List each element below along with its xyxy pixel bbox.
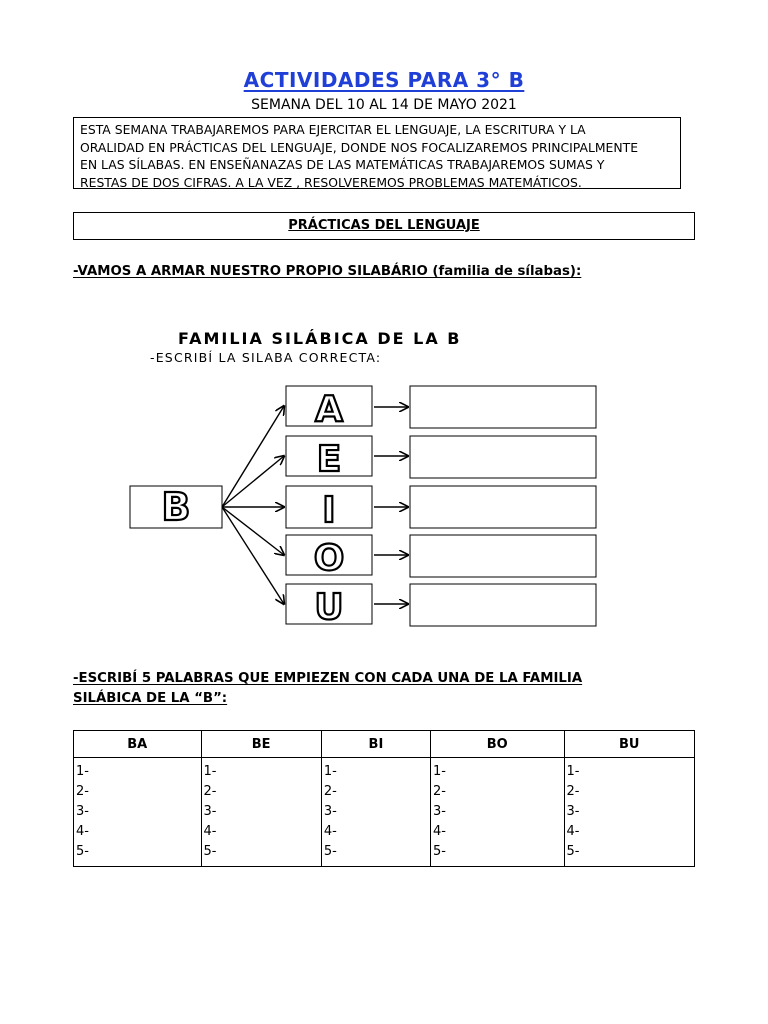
column-header-ba: BA xyxy=(74,731,202,758)
line-number: 4- xyxy=(323,824,337,839)
line-number: 4- xyxy=(566,824,580,839)
words-table xyxy=(73,730,695,867)
line-number: 1- xyxy=(323,764,337,779)
table-header-row xyxy=(74,731,695,758)
word-cell-bo[interactable] xyxy=(431,758,565,867)
vowel-letter-e: E xyxy=(316,439,342,480)
line-number: 1- xyxy=(76,764,89,779)
column-header-be: BE xyxy=(201,731,321,758)
line-number: 3- xyxy=(76,804,89,819)
column-header-bu: BU xyxy=(564,731,695,758)
word-cell-bu[interactable] xyxy=(564,758,695,867)
line-number: 3- xyxy=(566,804,580,819)
line-number: 5- xyxy=(203,844,217,859)
vowel-letter-u: U xyxy=(314,587,344,628)
line-number: 4- xyxy=(433,824,446,839)
line-number: 2- xyxy=(203,784,217,799)
vowel-letter-i: I xyxy=(322,490,336,531)
diagram-subtitle: -ESCRIBÍ LA SILABA CORRECTA: xyxy=(150,350,382,365)
line-number: 2- xyxy=(323,784,337,799)
line-number: 5- xyxy=(76,844,89,859)
word-cell-ba[interactable] xyxy=(74,758,202,867)
line-number: 1- xyxy=(433,764,446,779)
activity2-instruction: -ESCRIBÍ 5 PALABRAS QUE EMPIEZEN CON CADA UNA DE LA FAMILIA SILÁBICA DE LA “B”: xyxy=(73,671,583,706)
column-header-bi: BI xyxy=(321,731,430,758)
intro-line: RESTAS DE DOS CIFRAS. A LA VEZ , RESOLVEREMOS PROBLEMAS MATEMÁTICOS. xyxy=(80,174,582,190)
answer-box-o[interactable] xyxy=(410,535,596,577)
vowel-letter-a: A xyxy=(315,389,343,430)
table-row xyxy=(74,758,695,867)
fan-arrow xyxy=(222,507,284,555)
fan-arrow xyxy=(222,406,284,507)
consonant-letter: B xyxy=(161,485,191,529)
line-number: 1- xyxy=(203,764,217,779)
week-subtitle: SEMANA DEL 10 AL 14 DE MAYO 2021 xyxy=(251,97,517,113)
answer-box-i[interactable] xyxy=(410,486,596,528)
vowel-letter-o: O xyxy=(313,538,345,579)
line-number: 3- xyxy=(433,804,446,819)
answer-box-a[interactable] xyxy=(410,386,596,428)
activity1-instruction: -VAMOS A ARMAR NUESTRO PROPIO SILABÁRIO (familia de sílabas): xyxy=(73,264,582,279)
line-number: 5- xyxy=(433,844,446,859)
line-number: 5- xyxy=(566,844,580,859)
line-number: 2- xyxy=(76,784,89,799)
fan-arrow xyxy=(222,456,284,507)
column-header-bo: BO xyxy=(431,731,565,758)
line-number: 5- xyxy=(323,844,337,859)
intro-line: ORALIDAD EN PRÁCTICAS DEL LENGUAJE, DONDE NOS FOCALIZAREMOS PRINCIPALMENTE xyxy=(80,139,639,155)
answer-box-u[interactable] xyxy=(410,584,596,626)
line-number: 4- xyxy=(203,824,217,839)
line-number: 3- xyxy=(203,804,217,819)
fan-arrow xyxy=(222,507,284,604)
section-heading: PRÁCTICAS DEL LENGUAJE xyxy=(288,218,480,233)
line-number: 2- xyxy=(566,784,580,799)
answer-box-e[interactable] xyxy=(410,436,596,478)
word-cell-bi[interactable] xyxy=(321,758,430,867)
intro-line: EN LAS SÍLABAS. EN ENSEÑANAZAS DE LAS MATEMÁTICAS TRABAJAREMOS SUMAS Y xyxy=(80,157,605,172)
intro-line: ESTA SEMANA TRABAJAREMOS PARA EJERCITAR EL LENGUAJE, LA ESCRITURA Y LA xyxy=(80,122,586,137)
line-number: 4- xyxy=(76,824,89,839)
page-title: ACTIVIDADES PARA 3° B xyxy=(243,68,525,92)
diagram-title: FAMILIA SILÁBICA DE LA B xyxy=(178,329,462,348)
line-number: 2- xyxy=(433,784,446,799)
line-number: 1- xyxy=(566,764,580,779)
line-number: 3- xyxy=(323,804,337,819)
word-cell-be[interactable] xyxy=(201,758,321,867)
